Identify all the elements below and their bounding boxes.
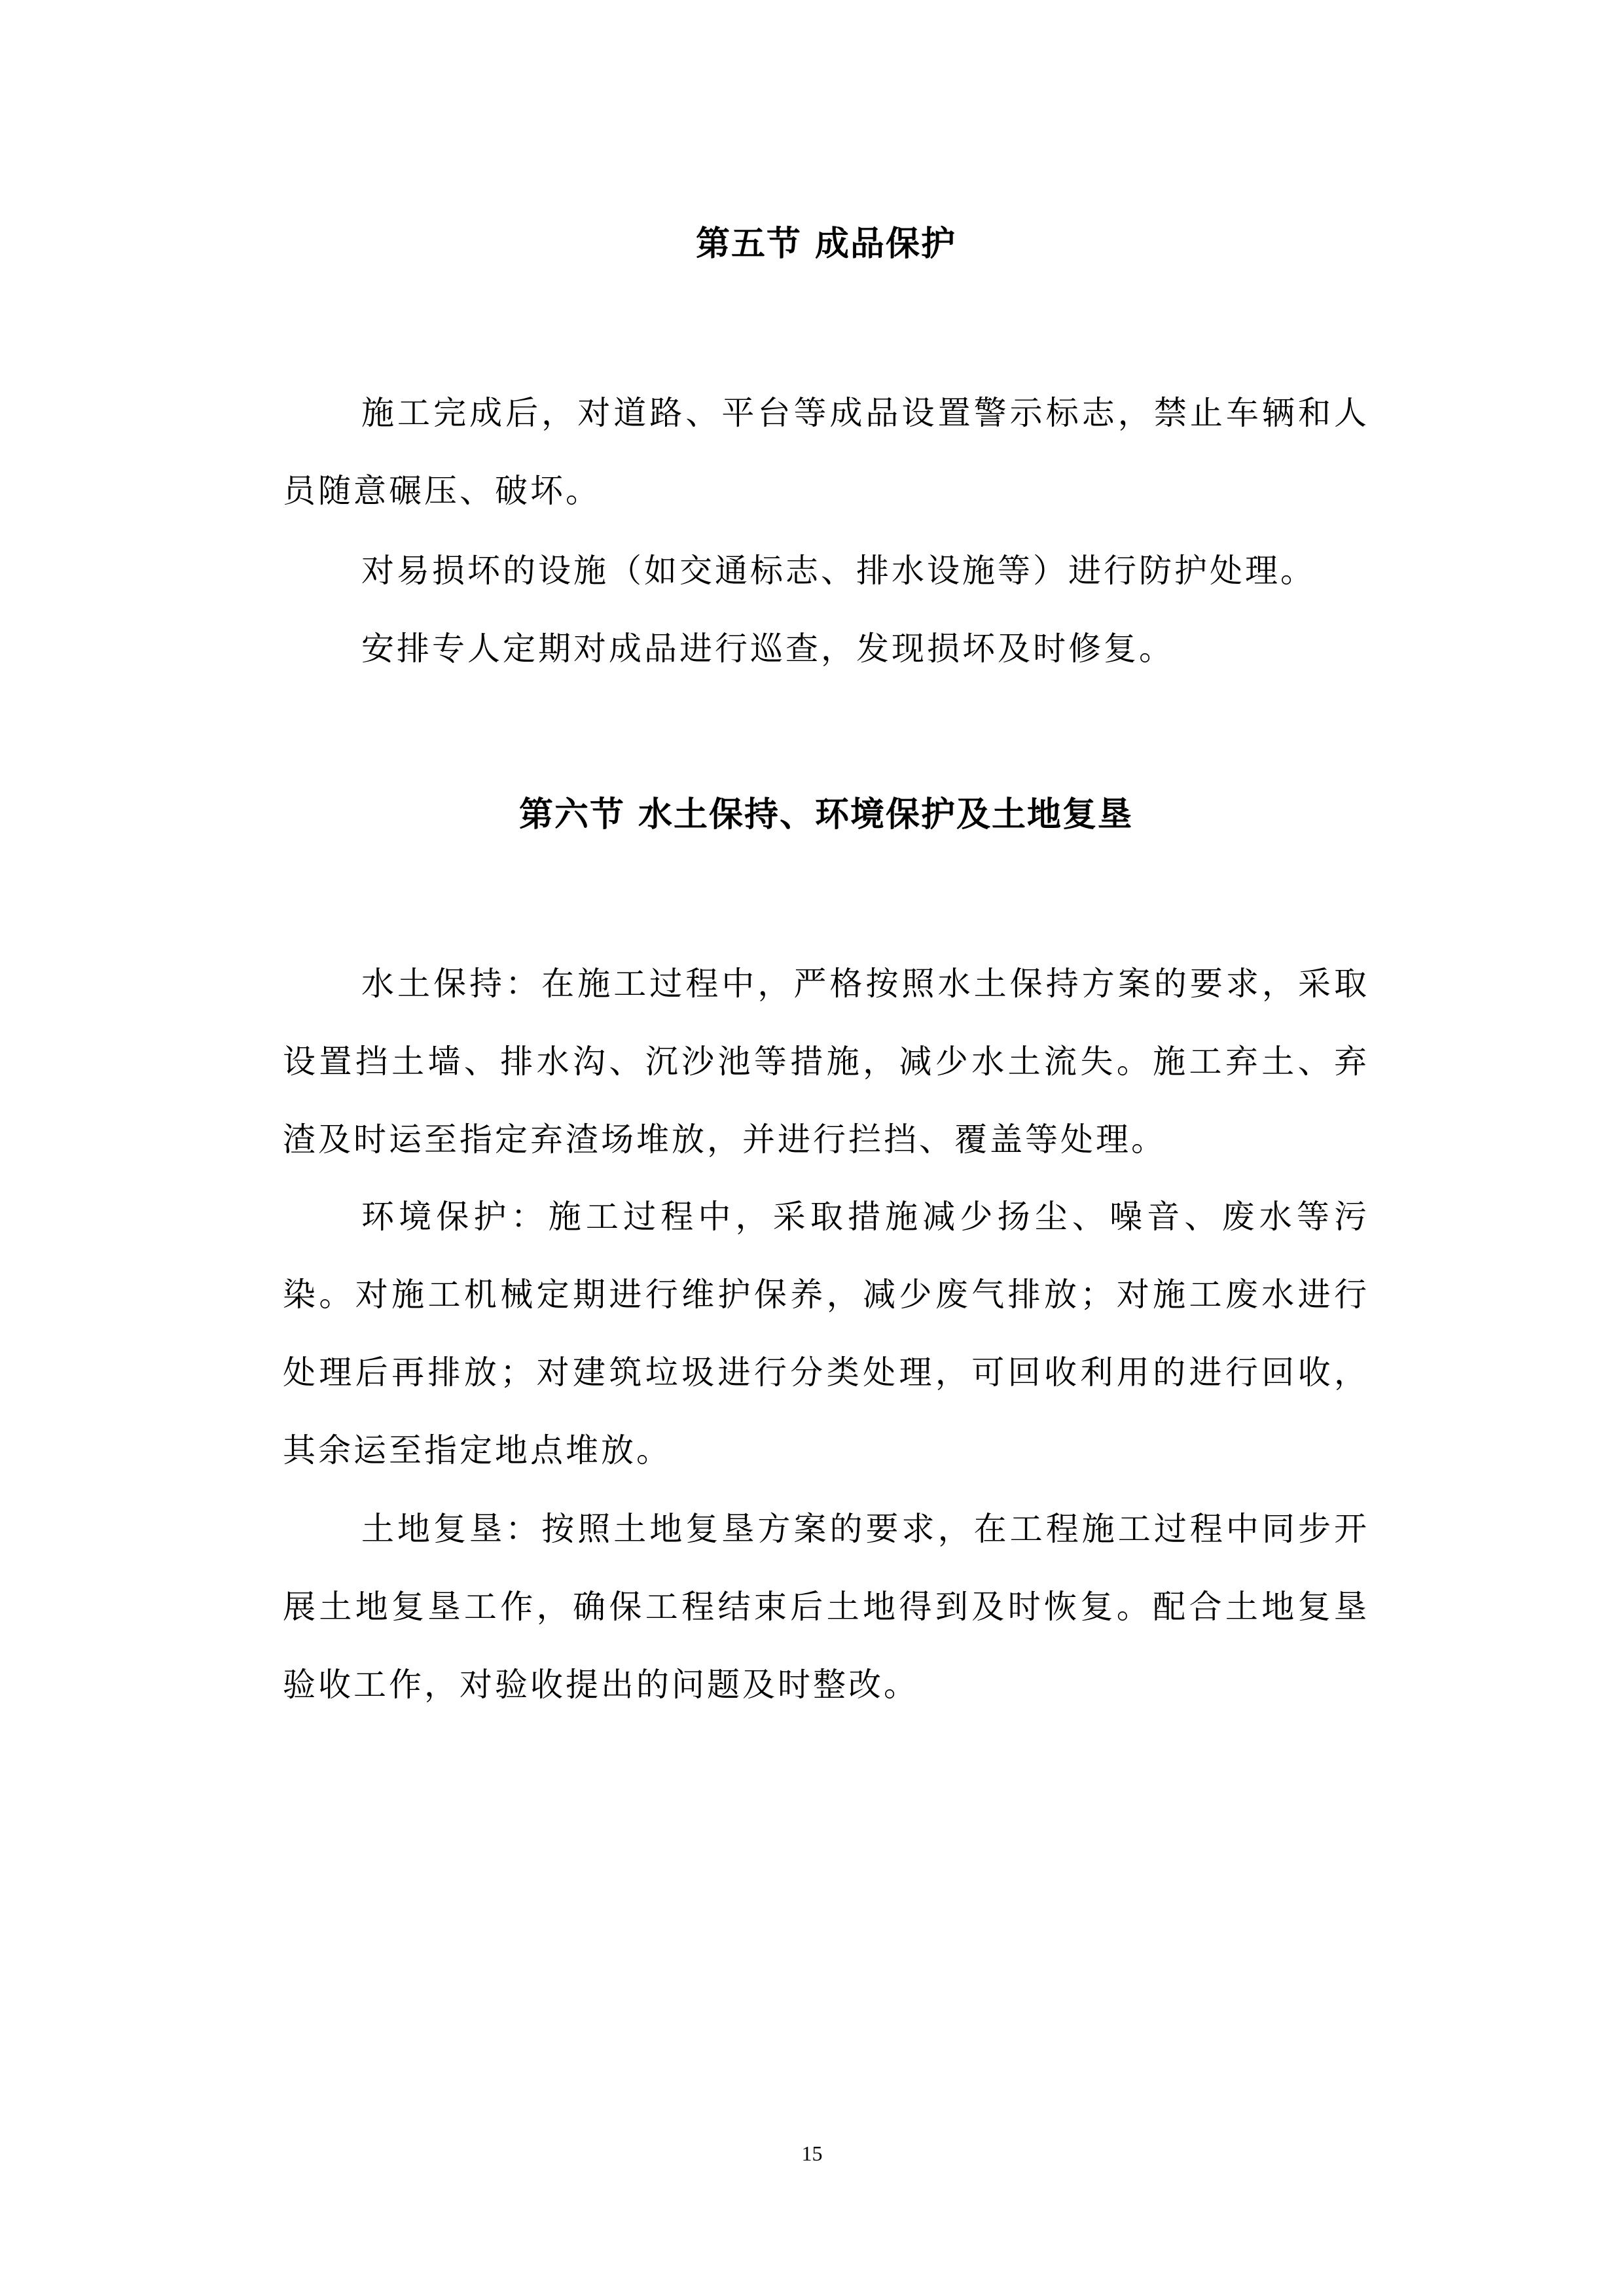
section-heading-environmental-protection: 第六节 水土保持、环境保护及土地复垦 <box>518 795 1134 834</box>
paragraph-soil-water-conservation: 水土保持：在施工过程中，严格按照水土保持方案的要求，采取设置挡土墙、排水沟、沉沙池等措施，减少水土流失。施工弃土、弃渣及时运至指定弃渣场堆放，并进行拦挡、覆盖等处理。 <box>283 965 1369 1158</box>
paragraph-land-reclamation: 土地复垦：按照土地复垦方案的要求，在工程施工过程中同步开展土地复垦工作，确保工程结束后土地得到及时恢复。配合土地复垦验收工作，对验收提出的问题及时整改。 <box>283 1510 1369 1704</box>
section-heading-finished-product-protection: 第五节 成品保护 <box>695 224 957 264</box>
paragraph-environmental-protection: 环境保护：施工过程中，采取措施减少扬尘、噪音、废水等污染。对施工机械定期进行维护保养，减少废气排放；对施工废水进行处理后再排放；对建筑垃圾进行分类处理，可回收利用的进行回收，其余运至指定地点堆放。 <box>283 1198 1369 1469</box>
paragraph-facility-protection: 对易损坏的设施（如交通标志、排水设施等）进行防护处理。 <box>361 552 1316 590</box>
page-number: 15 <box>801 2142 823 2165</box>
paragraph-inspection: 安排专人定期对成品进行巡查，发现损坏及时修复。 <box>361 630 1174 668</box>
paragraph-warning-signs: 施工完成后，对道路、平台等成品设置警示标志，禁止车辆和人员随意碾压、破坏。 <box>283 394 1369 510</box>
